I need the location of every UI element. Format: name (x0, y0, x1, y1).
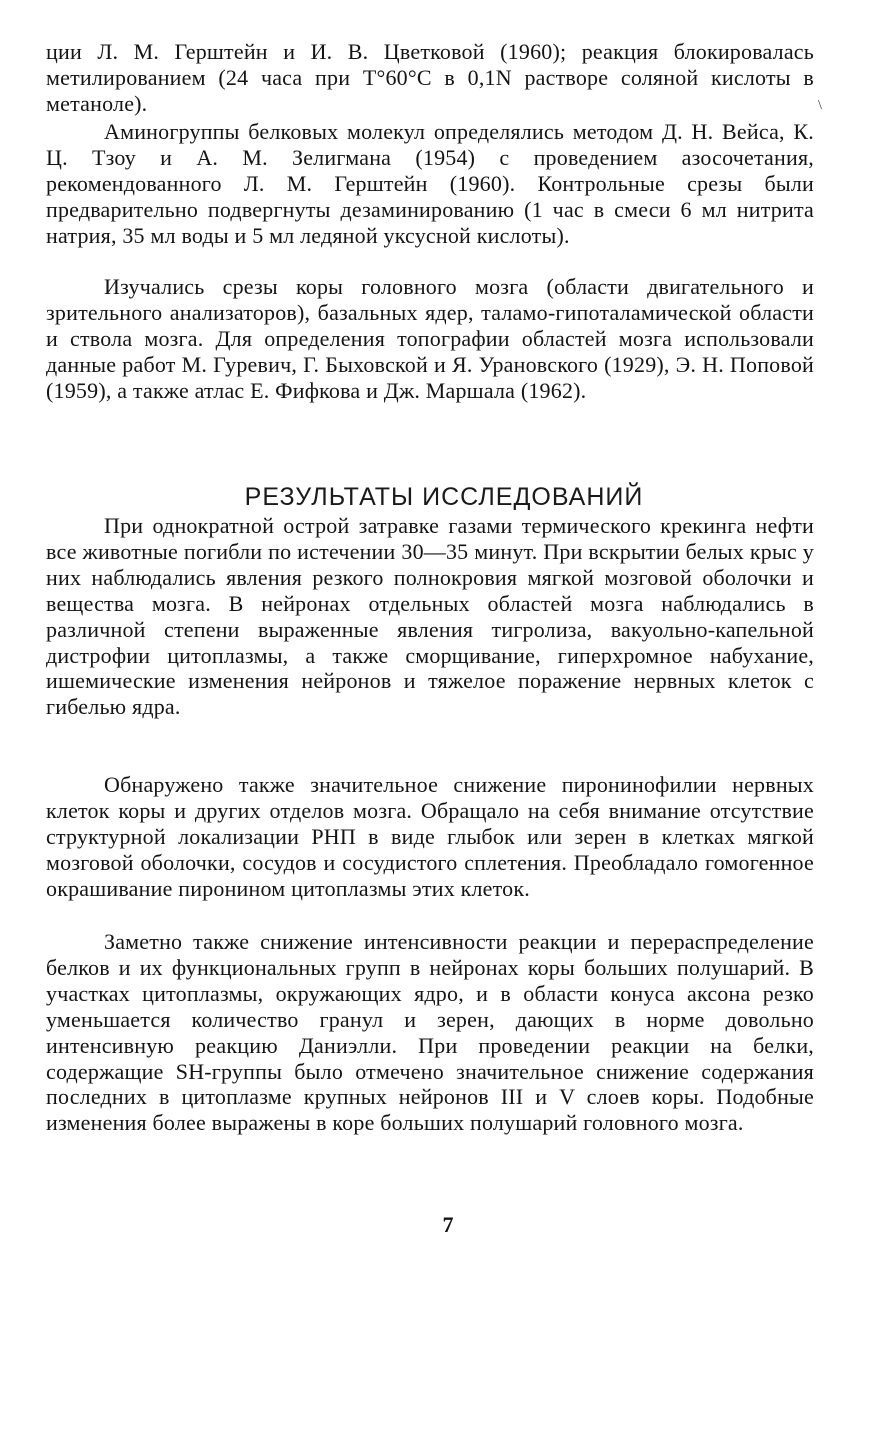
paragraph-1: ции Л. М. Герштейн и И. В. Цветковой (1960); реакция блокировалась метилированием (24 часа при T°60°C в 0,1N растворе соляной кислоты в метаноле). (46, 39, 814, 116)
paragraph-3-text: Изучались срезы коры головного мозга (области двигательного и зрительного анализаторов), базальных ядер, таламо-гипоталамической области и ствола мозга. Для определения топографии областей мозга использовали данные работ М. Гуревич, Г. Быховской и Я. Урановского (1929), Э. Н. Поповой (1959), а также атлас Е. Фифкова и Дж. Маршала (1962). (46, 274, 814, 403)
paragraph-5-text: Обнаружено также значительное снижение пиронинофилии нервных клеток коры и других отделов мозга. Обращало на себя внимание отсутствие структурной локализации РНП в виде глыбок или зерен в клетках мягкой мозговой оболочки, сосудов и сосудистого сплетения. Преобладало гомогенное окрашивание пиронином цитоплазмы этих клеток. (46, 772, 814, 901)
page-number: 7 (442, 1212, 454, 1237)
paragraph-3 (46, 274, 814, 404)
margin-mark: \ (818, 98, 822, 113)
paragraph-2 (46, 119, 814, 249)
section-heading: РЕЗУЛЬТАТЫ ИССЛЕДОВАНИЙ (244, 483, 644, 511)
paragraph-2-text: Аминогруппы белковых молекул определялись методом Д. Н. Вейса, К. Ц. Тзоу и А. М. Зелигмана (1954) с проведением азосочетания, рекомендованного Л. М. Герштейн (1960). Контрольные срезы были предварительно подвергнуты дезаминированию (1 час в смеси 6 мл нитрита натрия, 35 мл воды и 5 мл ледяной уксусной кислоты). (46, 119, 814, 248)
paragraph-5 (46, 772, 814, 902)
paragraph-6 (46, 929, 814, 1136)
paragraph-4 (46, 513, 814, 720)
paragraph-4-text: При однократной острой затравке газами термического крекинга нефти все животные погибли по истечении 30—35 минут. При вскрытии белых крыс у них наблюдались явления резкого полнокровия мягкой мозговой оболочки и вещества мозга. В нейронах отдельных областей мозга наблюдались в различной степени выраженные явления тигролиза, вакуольно-капельной дистрофии цитоплазмы, а также сморщивание, гиперхромное набухание, ишемические изменения нейронов и тяжелое поражение нервных клеток с гибелью ядра. (46, 513, 814, 720)
paragraph-6-text: Заметно также снижение интенсивности реакции и перераспределение белков и их функциональных групп в нейронах коры больших полушарий. В участках цитоплазмы, окружающих ядро, и в области конуса аксона резко уменьшается количество гранул и зерен, дающих в норме довольно интенсивную реакцию Даниэлли. При проведении реакции на белки, содержащие SH-группы было отмечено значительное снижение содержания последних в цитоплазме крупных нейронов III и V слоев коры. Подобные изменения более выражены в коре больших полушарий головного мозга. (46, 929, 814, 1136)
